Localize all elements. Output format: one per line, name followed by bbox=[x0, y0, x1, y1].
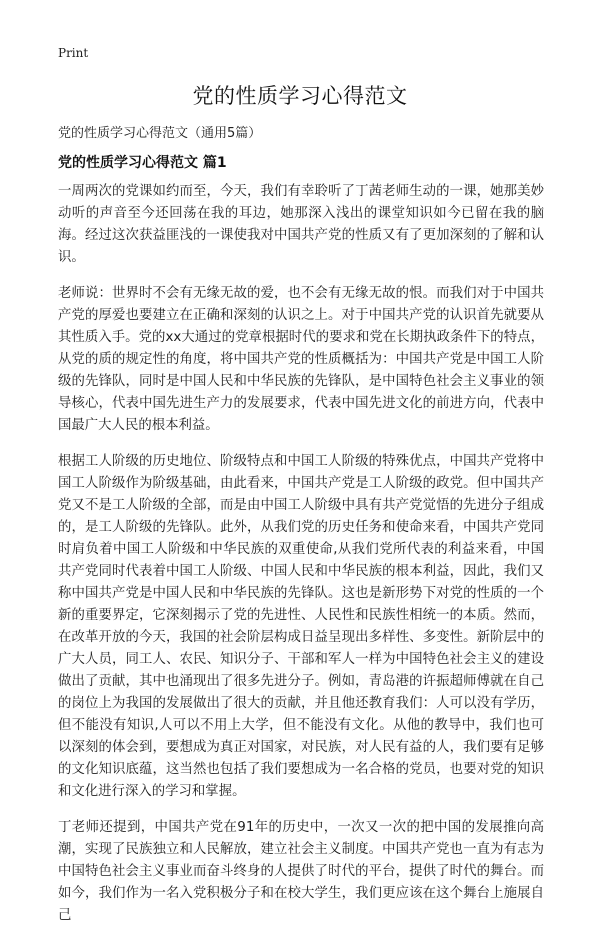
paragraph-1: 一周两次的党课如约而至，今天，我们有幸聆听了丁茜老师生动的一课，她那美妙动听的声音至今还回荡在我的耳边，她那深入浅出的课堂知识如今已留在我的脑海。经过这次获益匪浅的一课使我对中国共产党的性质又有了更加深刻的了解和认识。 bbox=[58, 184, 544, 265]
document-title: 党的性质学习心得范文 bbox=[192, 84, 408, 108]
section-heading: 党的性质学习心得范文 篇1 bbox=[58, 155, 227, 171]
document-body bbox=[58, 181, 544, 941]
print-label: Print bbox=[58, 46, 89, 60]
paragraph-2: 老师说：世界时不会有无缘无故的爱，也不会有无缘无故的恨。而我们对于中国共产党的厚爱也要建立在正确和深刻的认识之上。对于中国共产党的认识首先就要从其性质入手。党的xx大通过的党章根据时代的要求和党在长期执政条件下的特点，从党的质的规定性的角度，将中国共产党的性质概括为：中国共产党是中国工人阶级的先锋队，同时是中国人民和中华民族的先锋队，是中国特色社会主义事业的领导核心，代表中国先进生产力的发展要求，代表中国先进文化的前进方向，代表中国最广大人民的根本利益。 bbox=[58, 286, 544, 433]
paragraph-3: 根据工人阶级的历史地位、阶级特点和中国工人阶级的特殊优点，中国共产党将中国工人阶级作为阶级基础，由此看来，中国共产党是工人阶级的政党。但中国共产党又不是工人阶级的全部，而是由中国工人阶级中具有共产党觉悟的先进分子组成的，是工人阶级的先锋队。此外，从我们党的历史任务和使命来看，中国共产党同时肩负着中国工人阶级和中华民族的双重使命,从我们党所代表的利益来看，中国共产党同时代表着中国工人阶级、中国人民和中华民族的根本利益，因此，我们又称中国共产党是中国人民和中华民族的先锋队。这也是新形势下对党的性质的一个新的重要界定，它深刻揭示了党的先进性、人民性和民族性相统一的本质。然而，在改革开放的今天，我国的社会阶层构成日益呈现出多样性、多变性。新阶层中的广大人员，同工人、农民、知识分子、干部和军人一样为中国特色社会主义的建设做出了贡献，其中也涌现出了很多先进分子。例如，青岛港的许振超师傅就在自己的岗位上为我国的发展做出了很大的贡献，并且他还教育我们：人可以没有学历，但不能没有知识,人可以不用上大学，但不能没有文化。从他的教导中，我们也可以深刻的体会到，要想成为真正对国家，对民族，对人民有益的人，我们要有足够的文化知识底蕴，这当然也包括了我们要想成为一名合格的党员，也要对党的知识和文化进行深入的学习和掌握。 bbox=[58, 454, 544, 799]
paragraph-4: 丁老师还提到，中国共产党在91年的历史中，一次又一次的把中国的发展推向高潮，实现了民族独立和人民解放，建立社会主义制度。中国共产党也一直为有志为中国特色社会主义事业而奋斗终身的人提供了时代的平台，提供了时代的舞台。而如今，我们作为一名入党积极分子和在校大学生，我们更应该在这个舞台上施展自己 bbox=[58, 820, 544, 923]
document-subtitle: 党的性质学习心得范文（通用5篇） bbox=[58, 126, 262, 141]
